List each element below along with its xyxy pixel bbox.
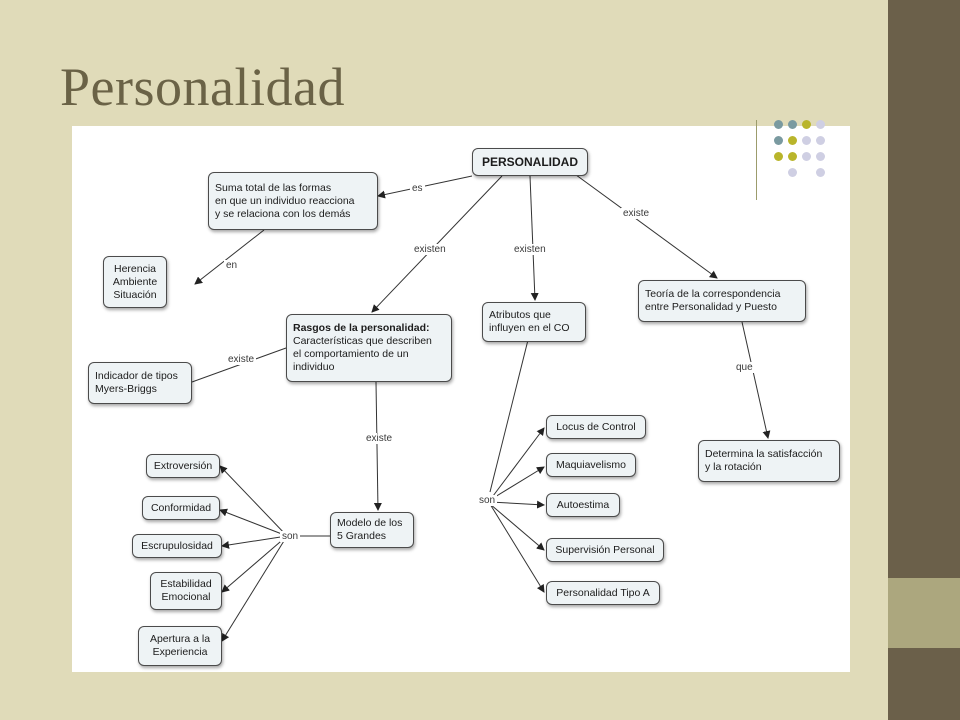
node-escrupulosidad: Escrupulosidad (132, 534, 222, 558)
dot (802, 120, 811, 129)
side-bar-light (888, 578, 960, 648)
node-herencia: Herencia Ambiente Situación (103, 256, 167, 308)
link-son-conformidad (220, 510, 287, 536)
node-estabilidad: Estabilidad Emocional (150, 572, 222, 610)
node-teoria: Teoría de la correspondencia entre Personalidad y Puesto (638, 280, 806, 322)
node-autoestima: Autoestima (546, 493, 620, 517)
link-son-autoestima (490, 502, 544, 505)
node-conformidad: Conformidad (142, 496, 220, 520)
dot (802, 152, 811, 161)
node-modelo: Modelo de los 5 Grandes (330, 512, 414, 548)
dot (816, 152, 825, 161)
node-maquiavelismo: Maquiavelismo (546, 453, 636, 477)
label-en: en (226, 260, 238, 271)
dot (788, 120, 797, 129)
dot (774, 120, 783, 129)
side-bar-dark-top (888, 0, 960, 578)
side-bar-dark-bottom (888, 648, 960, 720)
node-extroversion: Extroversión (146, 454, 220, 478)
link-son-apertura (222, 536, 287, 641)
link-existe-right (572, 172, 717, 278)
node-rasgos: Rasgos de la personalidad: Características que describen el comportamiento de un individuo (286, 314, 452, 382)
node-tipo-a: Personalidad Tipo A (546, 581, 660, 605)
dot (816, 136, 825, 145)
link-en (195, 230, 264, 284)
label-existe-left: existe (228, 354, 255, 365)
accent-divider (756, 120, 757, 200)
node-locus: Locus de Control (546, 415, 646, 439)
concept-map (72, 126, 850, 672)
label-es: es (412, 183, 423, 194)
dot (774, 136, 783, 145)
label-son-left: son (282, 531, 299, 542)
dot (788, 168, 797, 177)
label-que: que (736, 362, 753, 373)
link-existe-down (376, 382, 378, 510)
node-determina: Determina la satisfacción y la rotación (698, 440, 840, 482)
node-indicador: Indicador de tipos Myers-Briggs (88, 362, 192, 404)
dot (816, 120, 825, 129)
link-que (742, 322, 768, 438)
label-existen-mid: existen (514, 244, 546, 255)
decorative-dot-grid (774, 120, 834, 182)
label-existen-left: existen (414, 244, 446, 255)
node-suma-total: Suma total de las formas en que un individuo reacciona y se relaciona con los demás (208, 172, 378, 230)
label-son-right: son (479, 495, 496, 506)
link-son-supervision (490, 504, 544, 550)
dot (774, 152, 783, 161)
link-son-locus (490, 428, 544, 500)
node-apertura: Apertura a la Experiencia (138, 626, 222, 666)
link-son-tipo-a (490, 504, 544, 592)
dot (816, 168, 825, 177)
dot (788, 152, 797, 161)
dot (788, 136, 797, 145)
node-supervision: Supervisión Personal (546, 538, 664, 562)
link-es (378, 176, 472, 196)
link-existen-mid (530, 176, 535, 300)
link-son-maquiavelismo (490, 467, 544, 500)
node-atributos: Atributos que influyen en el CO (482, 302, 586, 342)
slide-title: Personalidad (60, 57, 345, 117)
link-son-extroversion (220, 466, 287, 536)
label-existe-down: existe (366, 433, 393, 444)
node-personalidad: PERSONALIDAD (472, 148, 588, 176)
label-existe-right: existe (623, 208, 650, 219)
dot (802, 136, 811, 145)
